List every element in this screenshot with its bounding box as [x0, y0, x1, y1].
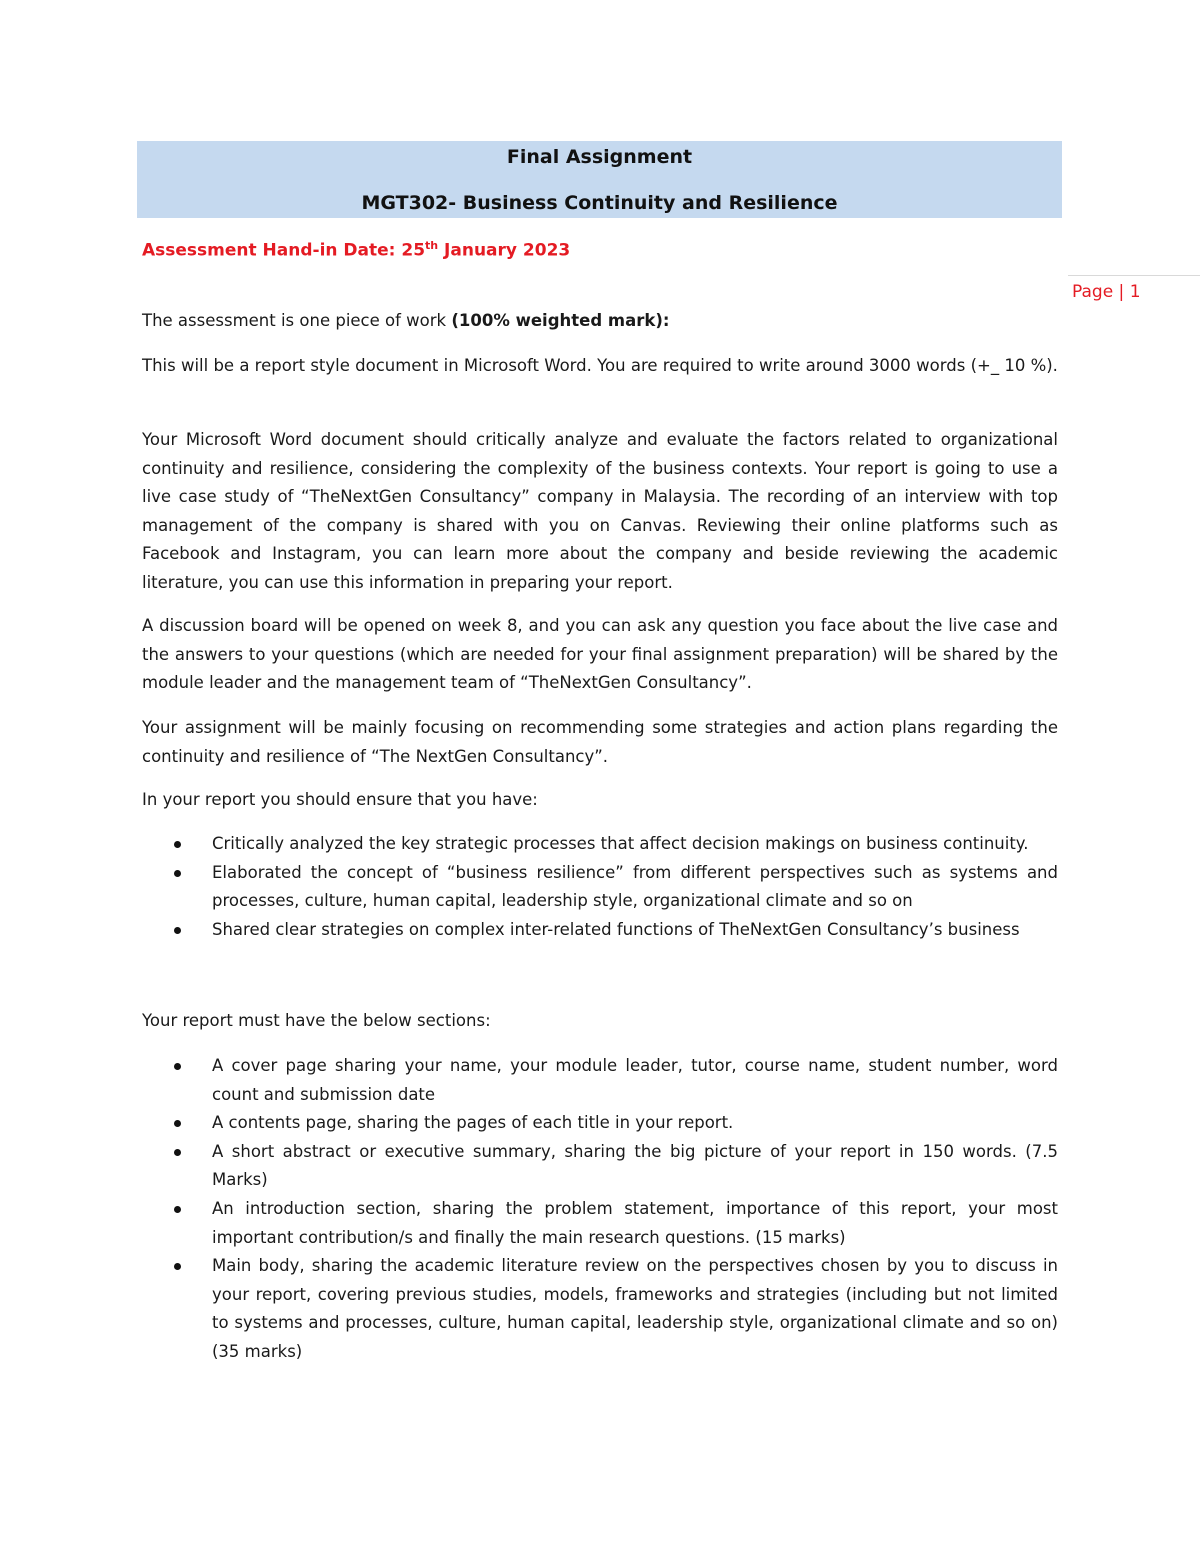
list-item: An introduction section, sharing the problem statement, importance of this report, your most important contribution/s and finally the main research questions. (15 marks) [142, 1195, 1058, 1252]
bullet-icon [174, 1149, 181, 1156]
bullet-icon [174, 841, 181, 848]
bullet-icon [174, 1263, 181, 1270]
assessment-text: The assessment is one piece of work [142, 311, 452, 330]
paragraph-assessment [142, 307, 1058, 336]
weighted-mark: (100% weighted mark): [451, 311, 670, 330]
ensure-list [142, 830, 1058, 944]
paragraph-sections-intro: Your report must have the below sections: [142, 1011, 491, 1030]
course-title: MGT302- Business Continuity and Resilience [361, 192, 838, 214]
bullet-icon [174, 870, 181, 877]
page-number: Page | 1 [1072, 282, 1141, 302]
bullet-icon [174, 1206, 181, 1213]
title-banner [137, 141, 1062, 218]
paragraph-word-document: Your Microsoft Word document should critically analyze and evaluate the factors related to organizational continuity and resilience, considering the complexity of the business contexts. Your report is going to use a live case study of “TheNextGen Consultancy” company in Malaysia. The recording of an interview with top management of the company is shared with you on Canvas. Reviewing their online platforms such as Facebook and Instagram, you can learn more about the company and beside reviewing the academic literature, you can use this information in preparing your report. [142, 430, 1058, 592]
hand-in-ordinal: th [425, 239, 439, 252]
paragraph-report-style: This will be a report style document in Microsoft Word. You are required to write around 3000 words (+_ 10 %). [142, 356, 1058, 375]
list-item: Shared clear strategies on complex inter-related functions of TheNextGen Consultancy’s business [142, 916, 1058, 945]
paragraph-discussion-board: A discussion board will be opened on week 8, and you can ask any question you face about the live case and the answers to your questions (which are needed for your final assignment preparation) will be shared by the module leader and the management team of “TheNextGen Consultancy”. [142, 616, 1058, 693]
hand-in-prefix: Assessment Hand-in Date: 25 [142, 240, 426, 261]
list-item: Critically analyzed the key strategic processes that affect decision makings on business continuity. [142, 830, 1058, 859]
hand-in-date [142, 239, 570, 261]
bullet-icon [174, 1063, 181, 1070]
paragraph-ensure-intro: In your report you should ensure that you have: [142, 790, 538, 809]
bullet-icon [174, 927, 181, 934]
list-item: Elaborated the concept of “business resilience” from different perspectives such as systems and processes, culture, human capital, leadership style, organizational climate and so on [142, 859, 1058, 916]
list-item: Main body, sharing the academic literature review on the perspectives chosen by you to discuss in your report, covering previous studies, models, frameworks and strategies (including but not limited to systems and processes, culture, human capital, leadership style, organizational climate and so on) (35 marks) [142, 1252, 1058, 1366]
list-item: A contents page, sharing the pages of each title in your report. [142, 1109, 1058, 1138]
document-title: Final Assignment [506, 146, 693, 168]
paragraph-focus: Your assignment will be mainly focusing on recommending some strategies and action plans regarding the continuity and resilience of “The NextGen Consultancy”. [142, 718, 1058, 766]
header-rule [1068, 275, 1200, 276]
list-item: A short abstract or executive summary, sharing the big picture of your report in 150 words. (7.5 Marks) [142, 1138, 1058, 1195]
sections-list [142, 1052, 1058, 1367]
hand-in-rest: January 2023 [438, 240, 571, 261]
list-item: A cover page sharing your name, your module leader, tutor, course name, student number, word count and submission date [142, 1052, 1058, 1109]
bullet-icon [174, 1120, 181, 1127]
